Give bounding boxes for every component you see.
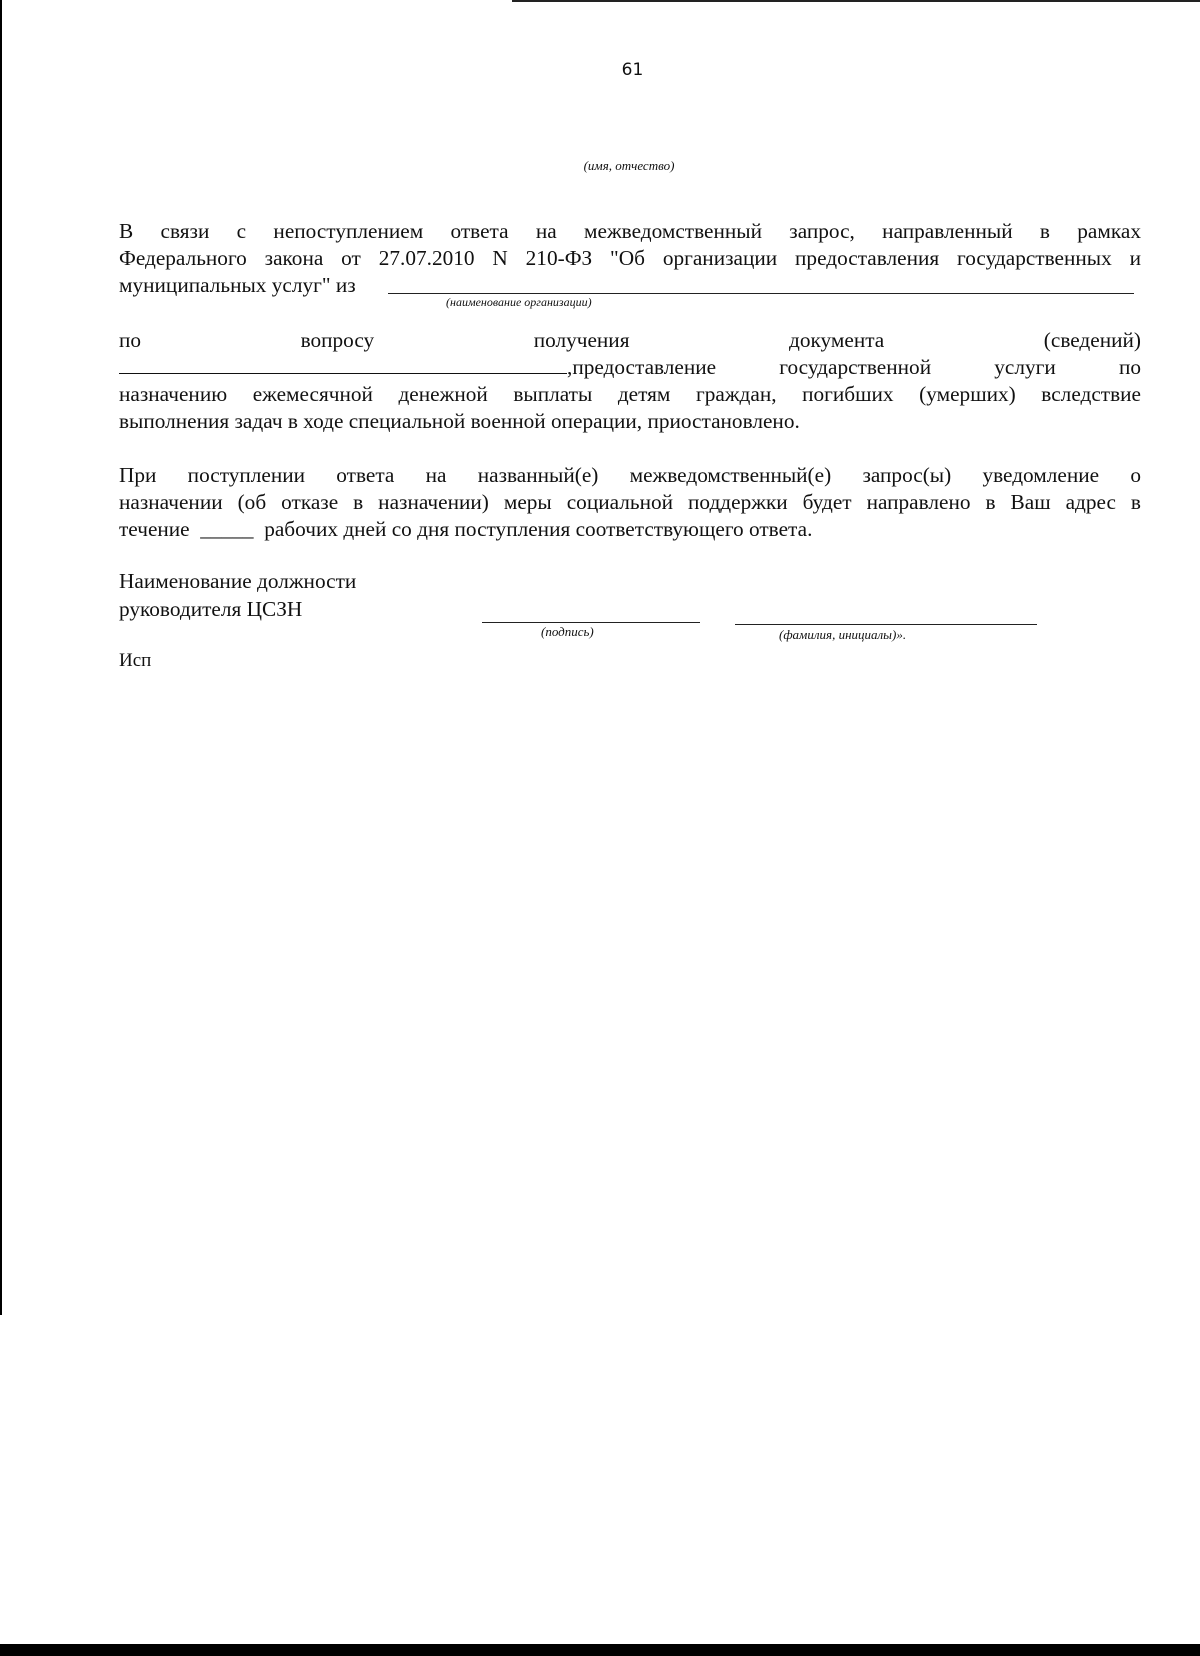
document-blank-line[interactable] [119, 373, 567, 374]
paragraph-line: В связи с непоступлением ответа на межведомственный запрос, направленный в рамках [119, 219, 1141, 243]
full-name-line[interactable] [735, 624, 1037, 625]
signature-caption: (подпись) [541, 624, 594, 639]
paragraph-line: Федерального закона от 27.07.2010 N 210-ФЗ "Об организации предоставления государственных и [119, 246, 1141, 270]
paragraph-line [119, 272, 1141, 299]
paragraph-line: по вопросу получения документа (сведений) [119, 328, 1141, 352]
page-number: 61 [621, 60, 644, 80]
paragraph-line: При поступлении ответа на названный(е) межведомственный(е) запрос(ы) уведомление о [119, 463, 1141, 487]
full-name-caption: (фамилия, инициалы)». [779, 627, 907, 642]
paragraph-line: выполнения задач в ходе специальной военной операции, приостановлено. [119, 409, 800, 433]
executor-label: Исп [119, 650, 152, 671]
organization-blank-line[interactable] [388, 293, 1134, 294]
paragraph-line-text: рабочих дней со дня поступления соответствующего ответа. [264, 517, 813, 541]
position-title-line1: Наименование должности [119, 569, 357, 593]
paragraph-line: назначению ежемесячной денежной выплаты детям граждан, погибших (умерших) вследствие [119, 382, 1141, 406]
scan-top-border [512, 0, 1200, 2]
paragraph-notification [119, 462, 1141, 543]
organization-caption: (наименование организации) [446, 295, 592, 309]
paragraph-line [119, 516, 1141, 543]
paragraph-document-request [119, 327, 1141, 435]
scan-left-border [0, 0, 2, 1315]
paragraph-line: назначении (об отказе в назначении) меры социальной поддержки будет направлено в Ваш адрес в [119, 490, 1141, 514]
signature-line[interactable] [482, 622, 700, 623]
name-caption: (имя, отчество) [583, 158, 675, 173]
paragraph-line [119, 354, 1141, 381]
position-title-line2: руководителя ЦСЗН [119, 597, 303, 621]
scan-bottom-border [0, 1644, 1200, 1656]
paragraph-line-text: ,предоставление государственной услуги по [567, 355, 1141, 379]
paragraph-line-text: муниципальных услуг" из [119, 273, 356, 297]
paragraph-line-text: течение [119, 517, 190, 541]
working-days-blank[interactable]: _____ [200, 517, 254, 541]
paragraph-suspension-reason [119, 218, 1141, 299]
